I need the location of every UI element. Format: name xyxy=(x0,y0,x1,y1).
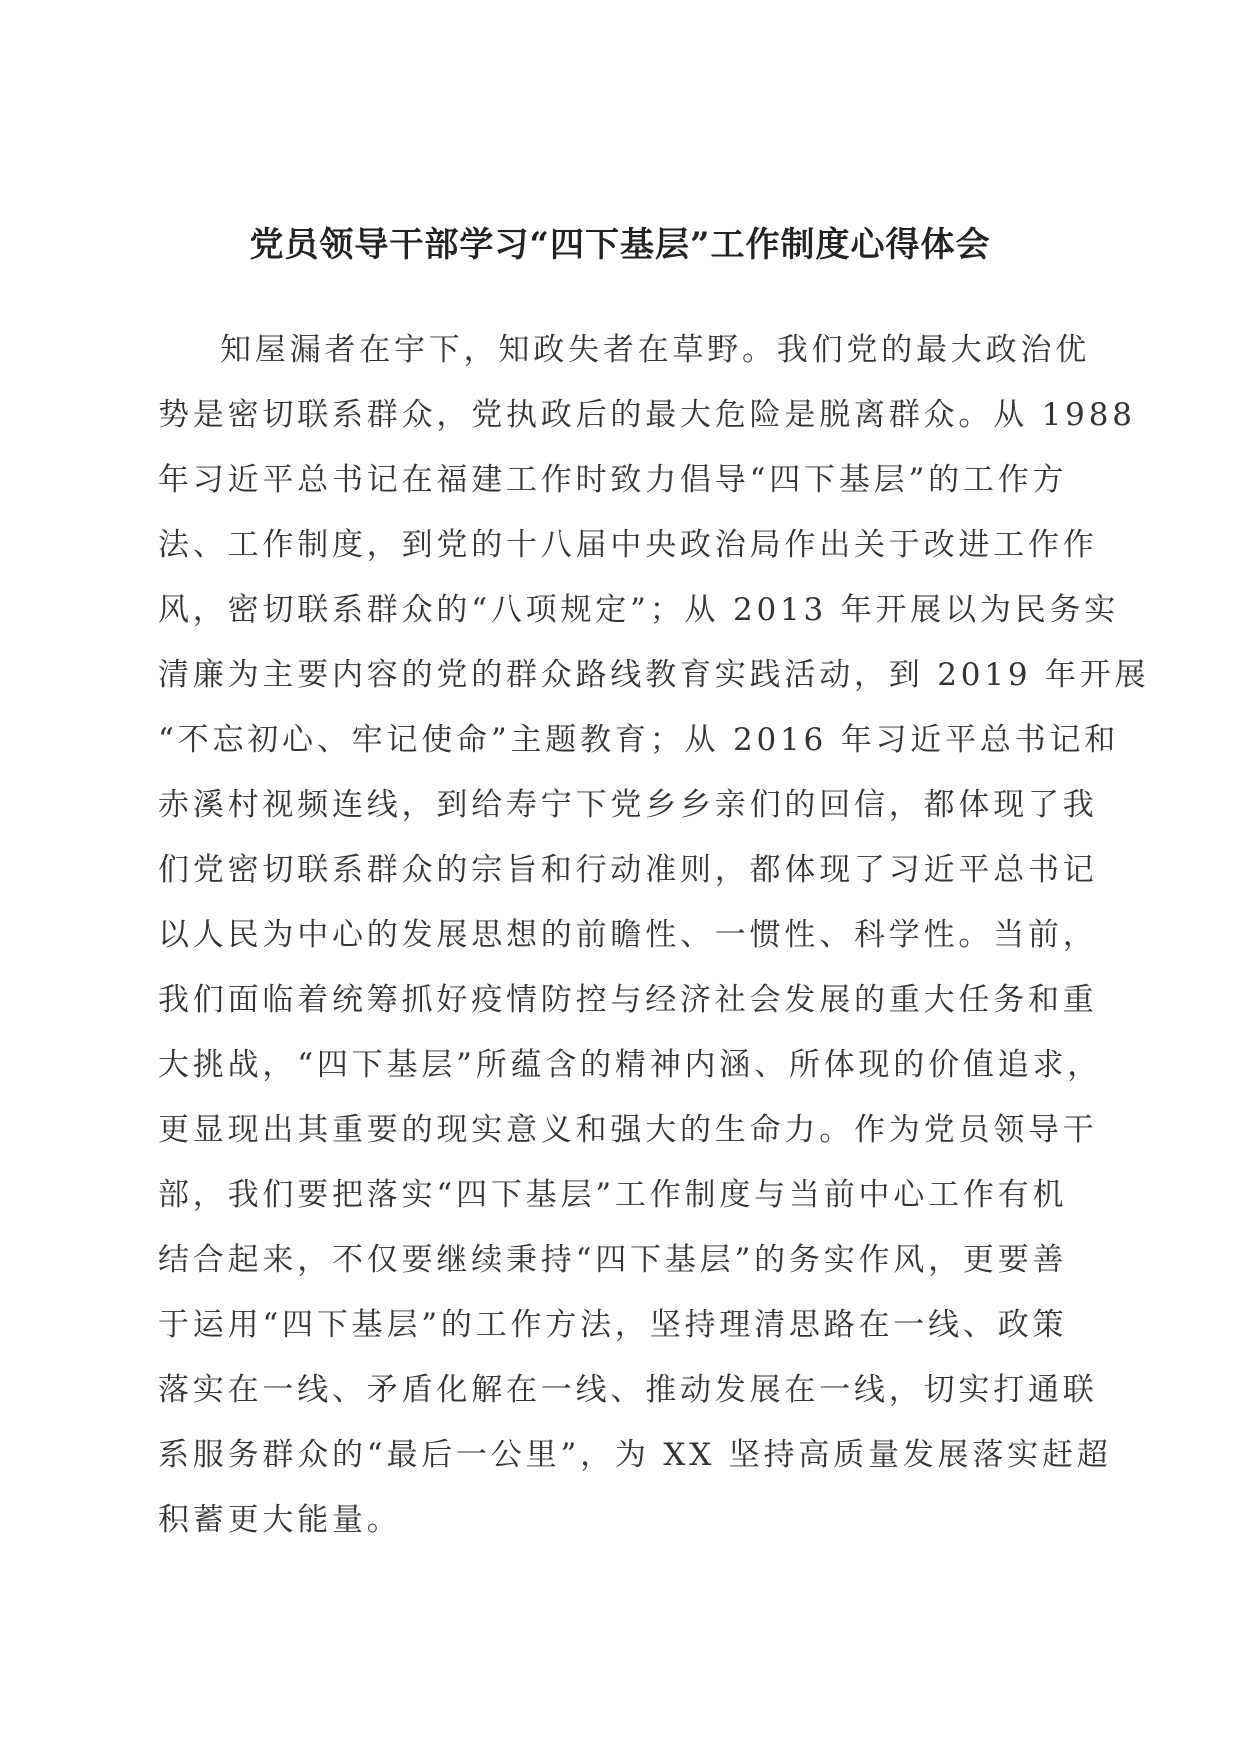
paragraph-line: 积蓄更大能量。 xyxy=(158,1502,402,1538)
paragraph-line: 结合起来，不仅要继续秉持“四下基层”的务实作风，更要善 xyxy=(158,1242,1068,1278)
document-body xyxy=(158,318,1150,1553)
paragraph-line: 赤溪村视频连线，到给寿宁下党乡乡亲们的回信，都体现了我 xyxy=(158,787,1098,823)
paragraph-line: 更显现出其重要的现实意义和强大的生命力。作为党员领导干 xyxy=(158,1112,1098,1148)
paragraph-line: 落实在一线、矛盾化解在一线、推动发展在一线，切实打通联 xyxy=(158,1372,1098,1408)
document-title: 党员领导干部学习“四下基层”工作制度心得体会 xyxy=(249,225,991,265)
paragraph-line: “不忘初心、牢记使命”主题教育；从 2016 年习近平总书记和 xyxy=(158,722,1120,758)
paragraph-line: 知屋漏者在宇下，知政失者在草野。我们党的最大政治优 xyxy=(220,332,1090,368)
paragraph-line: 我们面临着统筹抓好疫情防控与经济社会发展的重大任务和重 xyxy=(158,982,1098,1018)
paragraph-line: 年习近平总书记在福建工作时致力倡导“四下基层”的工作方 xyxy=(158,462,1068,498)
paragraph-line: 于运用“四下基层”的工作方法，坚持理清思路在一线、政策 xyxy=(158,1307,1068,1343)
paragraph-line: 们党密切联系群众的宗旨和行动准则，都体现了习近平总书记 xyxy=(158,852,1098,888)
paragraph-line: 法、工作制度，到党的十八届中央政治局作出关于改进工作作 xyxy=(158,527,1098,563)
paragraph-line: 部，我们要把落实“四下基层”工作制度与当前中心工作有机 xyxy=(158,1177,1068,1213)
paragraph-line: 系服务群众的“最后一公里”，为 XX 坚持高质量发展落实赶超 xyxy=(158,1437,1112,1473)
paragraph-line: 势是密切联系群众，党执政后的最大危险是脱离群众。从 1988 xyxy=(158,397,1136,433)
paragraph-line: 风，密切联系群众的“八项规定”；从 2013 年开展以为民务实 xyxy=(158,592,1120,628)
paragraph-line: 以人民为中心的发展思想的前瞻性、一惯性、科学性。当前， xyxy=(158,917,1098,953)
paragraph-line: 大挑战，“四下基层”所蕴含的精神内涵、所体现的价值追求， xyxy=(158,1047,1103,1083)
paragraph-line: 清廉为主要内容的党的群众路线教育实践活动，到 2019 年开展 xyxy=(158,657,1150,693)
